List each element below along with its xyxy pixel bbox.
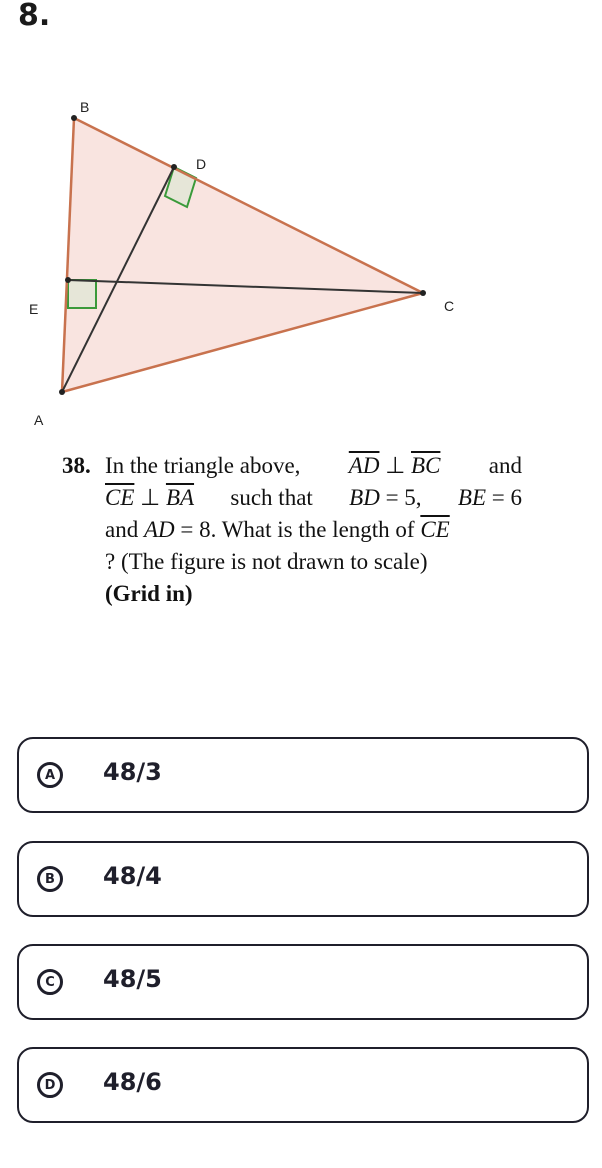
label-c: C — [444, 298, 455, 314]
label-d: D — [196, 156, 207, 172]
point-e — [65, 277, 71, 283]
choice-a[interactable] — [17, 737, 589, 813]
choice-d-text: 48/6 — [103, 1068, 162, 1096]
choice-c-badge: C — [37, 969, 63, 995]
triangle-figure — [0, 80, 602, 440]
problem-line-1: In the triangle above, $\overline{AD}$ ⊥ $\overline{BC}$ and — [105, 453, 522, 478]
choice-d-badge: D — [37, 1072, 63, 1098]
label-b: B — [80, 99, 90, 115]
choice-a-text: 48/3 — [103, 758, 162, 786]
problem-line-3: and AD = 8. What is the length of $\overline{CE}$ — [105, 517, 450, 542]
question-number: 8. — [18, 0, 51, 33]
grid-in-label: (Grid in) — [105, 581, 193, 606]
choice-b[interactable] — [17, 841, 589, 917]
problem-number: 38. — [62, 453, 91, 478]
label-e: E — [29, 301, 39, 317]
point-a — [59, 389, 65, 395]
choice-a-badge: A — [37, 762, 63, 788]
choice-c[interactable] — [17, 944, 589, 1020]
point-b — [71, 115, 77, 121]
problem-text — [62, 450, 522, 610]
problem-line-2: $\overline{CE}$ ⊥ $\overline{BA}$ such that BD = 5, BE = 6 — [105, 485, 522, 510]
choice-b-badge: B — [37, 866, 63, 892]
triangle-abc — [62, 118, 423, 392]
point-d — [171, 164, 177, 170]
point-c — [420, 290, 426, 296]
choice-c-text: 48/5 — [103, 965, 162, 993]
label-a: A — [34, 412, 44, 428]
problem-line-4: ? (The figure is not drawn to scale) — [105, 549, 428, 574]
choice-d[interactable] — [17, 1047, 589, 1123]
choice-b-text: 48/4 — [103, 862, 162, 890]
right-angle-marker-e — [68, 280, 96, 308]
